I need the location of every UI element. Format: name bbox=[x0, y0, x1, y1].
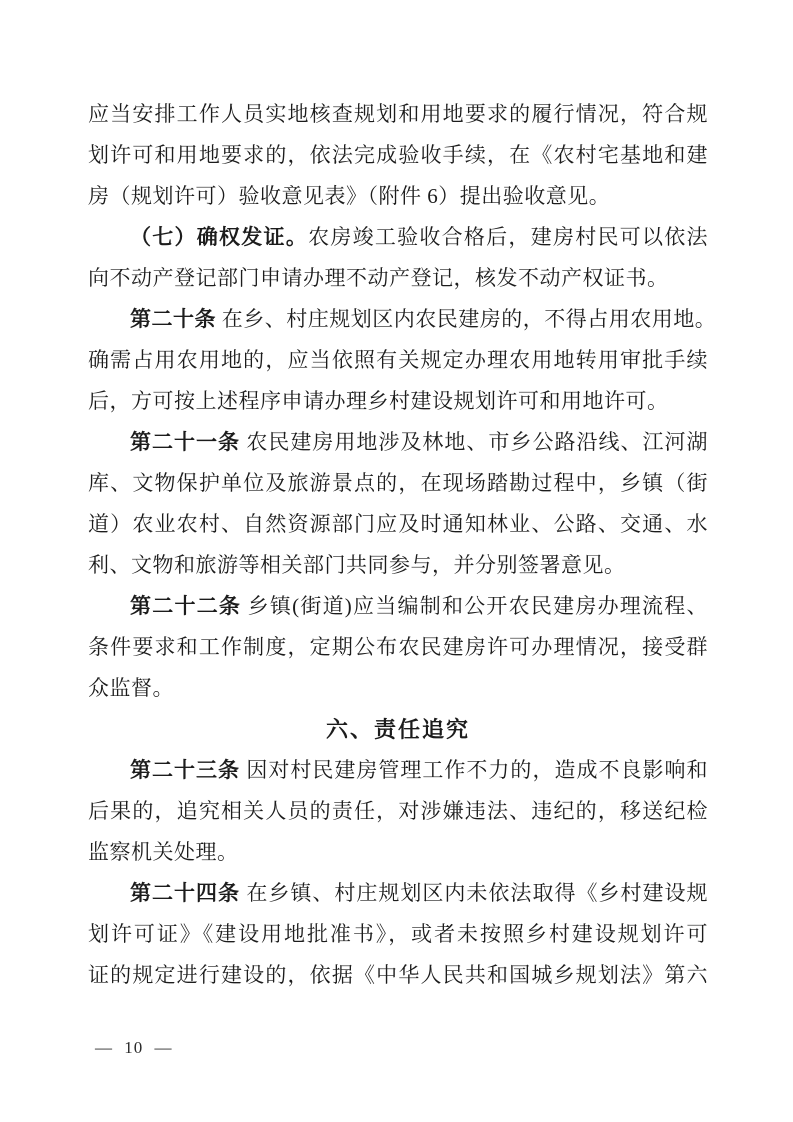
text-run: 道）农业农村、自然资源部门应及时通知林业、公路、交通、水 bbox=[88, 512, 708, 536]
text-line bbox=[88, 340, 708, 381]
text-line bbox=[88, 791, 708, 832]
text-line bbox=[88, 422, 708, 463]
text-line bbox=[88, 299, 717, 340]
text-line bbox=[88, 258, 708, 299]
text-line bbox=[88, 176, 708, 217]
text-run: 后果的，追究相关人员的责任，对涉嫌违法、违纪的，移送纪检 bbox=[88, 799, 708, 823]
text-run: 后，方可按上述程序申请办理乡村建设规划许可和用地许可。 bbox=[88, 389, 669, 413]
text-run: 库、文物保护单位及旅游景点的，在现场踏勘过程中，乡镇（街 bbox=[88, 471, 708, 495]
text-line bbox=[88, 586, 708, 627]
text-run: 利、文物和旅游等相关部门共同参与，并分别签署意见。 bbox=[88, 553, 626, 577]
page-number: — 10 — bbox=[95, 1038, 173, 1057]
bold-term: （七）确权发证。 bbox=[130, 226, 309, 249]
text-run: 房（规划许可）验收意见表》（附件 6）提出验收意见。 bbox=[88, 184, 611, 208]
text-run: 条件要求和工作制度，定期公布农民建房许可办理情况，接受群 bbox=[88, 635, 708, 659]
text-run: 向不动产登记部门申请办理不动产登记，核发不动产权证书。 bbox=[88, 266, 669, 290]
text-run: 划许可证》《建设用地批准书》，或者未按照乡村建设规划许可 bbox=[88, 922, 708, 946]
document-body bbox=[88, 94, 717, 996]
text-run: 监察机关处理。 bbox=[88, 840, 239, 864]
text-run: 农房竣工验收合格后，建房村民可以依法 bbox=[308, 225, 709, 249]
text-line bbox=[88, 914, 708, 955]
bold-term: 第二十四条 bbox=[130, 882, 241, 905]
text-line bbox=[88, 873, 708, 914]
text-run: 众监督。 bbox=[88, 676, 174, 700]
text-line bbox=[88, 94, 708, 135]
text-line bbox=[88, 463, 708, 504]
text-line bbox=[88, 217, 708, 258]
bold-term: 六、责任追究 bbox=[325, 717, 470, 742]
bold-term: 第二十二条 bbox=[130, 595, 242, 618]
text-line bbox=[88, 668, 708, 709]
bold-term: 第二十三条 bbox=[130, 759, 241, 782]
text-run: 证的规定进行建设的，依据《中华人民共和国城乡规划法》第六 bbox=[88, 963, 708, 987]
text-line bbox=[88, 750, 708, 791]
bold-term: 第二十条 bbox=[130, 308, 216, 331]
text-run: 确需占用农用地的，应当依照有关规定办理农用地转用审批手续 bbox=[88, 348, 708, 372]
text-line bbox=[88, 627, 708, 668]
text-run: 应当安排工作人员实地核查规划和用地要求的履行情况，符合规 bbox=[88, 102, 708, 126]
text-line bbox=[88, 381, 708, 422]
text-line bbox=[88, 545, 708, 586]
text-line bbox=[88, 955, 708, 996]
text-run: 因对村民建房管理工作不力的，造成不良影响和 bbox=[240, 758, 709, 782]
text-run: 在乡镇、村庄规划区内未依法取得《乡村建设规 bbox=[240, 881, 709, 905]
text-run: 在乡、村庄规划区内农民建房的，不得占用农用地。 bbox=[216, 307, 717, 331]
text-line bbox=[88, 832, 708, 873]
text-line bbox=[88, 135, 708, 176]
bold-term: 第二十一条 bbox=[130, 431, 241, 454]
text-run: 农民建房用地涉及林地、市乡公路沿线、江河湖 bbox=[240, 430, 709, 454]
text-line bbox=[88, 504, 708, 545]
text-run: 划许可和用地要求的，依法完成验收手续，在《农村宅基地和建 bbox=[88, 143, 708, 167]
section-heading bbox=[88, 709, 708, 750]
text-run: 乡镇(街道)应当编制和公开农民建房办理流程、 bbox=[241, 594, 708, 618]
